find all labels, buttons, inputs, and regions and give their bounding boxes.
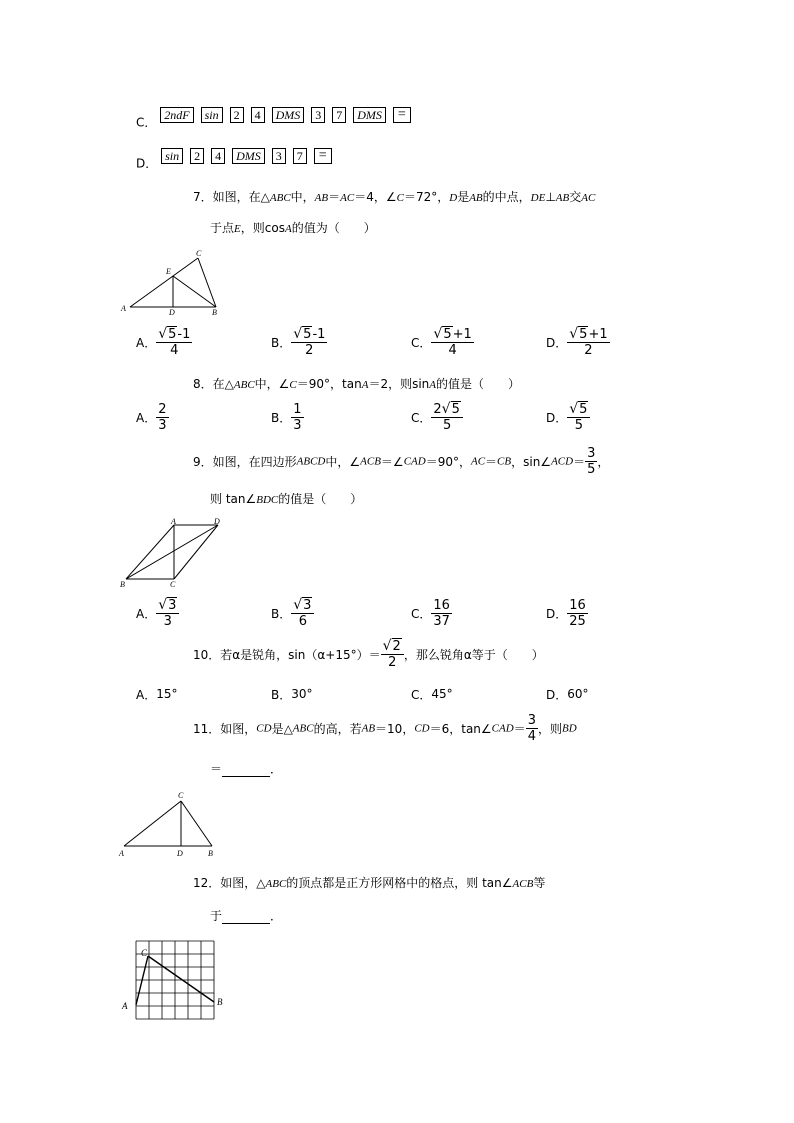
q10-option-label: D． — [546, 688, 568, 702]
q7-option-label: C． — [411, 336, 432, 350]
q9-label-c: C — [170, 580, 176, 588]
q11-figure — [116, 786, 226, 858]
q10-option-1[interactable] — [271, 686, 313, 703]
q8-option-0[interactable] — [136, 402, 169, 433]
sqrt-symbol: √5 — [158, 326, 177, 342]
option-c-label: C． — [136, 115, 157, 130]
q10-option-0[interactable] — [136, 686, 178, 703]
q10-option-3[interactable] — [546, 686, 589, 703]
sqrt-symbol: √5 — [433, 326, 452, 342]
q11-line2: ＝ ． — [210, 762, 283, 776]
q7-label-c: C — [196, 249, 202, 258]
q8-option-label: D． — [546, 411, 568, 425]
q7-label-b: B — [212, 308, 217, 317]
q7-figure — [118, 248, 228, 318]
q7-label-d: D — [169, 308, 175, 317]
q9-option-fraction: $\frac{√3}{6}$ — [291, 598, 314, 629]
option-d-key-4[interactable]: 3 — [272, 148, 286, 164]
q7-label-e: E — [166, 267, 171, 276]
q8-text: 8．在△ABC中，∠C＝90°，tanA＝2，则sinA的值是（ ） — [193, 377, 521, 391]
option-c-key-8[interactable]: = — [393, 107, 411, 123]
q7-label-a: A — [121, 304, 126, 313]
q7-option-2[interactable] — [411, 327, 474, 358]
option-d-key-6[interactable]: = — [314, 148, 332, 164]
option-c-key-0[interactable]: 2ndF — [160, 107, 193, 123]
option-c-key-6[interactable]: 7 — [332, 107, 346, 123]
q10-option-label: B． — [271, 688, 292, 702]
sqrt-symbol: √5 — [441, 401, 460, 417]
q7-line-ac — [130, 258, 198, 307]
q9-option-label: C． — [411, 607, 432, 621]
q9-fraction: $\frac{3}{5}$ — [587, 446, 596, 477]
q11-line1: 11．如图，CD是△ABC的高，若AB＝10，CD＝6，tan∠CAD＝ $\frac{3}{4}$ ，则BD — [193, 713, 577, 744]
q12-label-b: B — [217, 997, 223, 1007]
q10-text: 10．若α是锐角，sin（α+15°）＝ $\frac{√2}{2}$ ，那么锐角α等于（ ） — [193, 638, 544, 670]
q7-option-1[interactable] — [271, 327, 327, 358]
q8-option-3[interactable] — [546, 402, 590, 433]
q9-option-1[interactable] — [271, 598, 314, 629]
q8-option-2[interactable] — [411, 402, 463, 433]
q7-option-label: A． — [136, 336, 157, 350]
q12-label-a: A — [122, 1001, 128, 1011]
sqrt-symbol: √5 — [569, 326, 588, 342]
option-d-keys — [161, 149, 339, 163]
q10-option-value: 45° — [431, 687, 453, 701]
q9-option-label: D． — [546, 607, 568, 621]
q8-option-fraction: $\frac{√5}{5}$ — [567, 402, 590, 433]
q11-label-b: B — [208, 849, 213, 858]
q11-answer-blank[interactable] — [222, 764, 270, 777]
q7-option-fraction: $\frac{√5-1}{2}$ — [293, 326, 326, 358]
q9-option-2[interactable] — [411, 598, 452, 629]
q10-option-value: 30° — [291, 687, 313, 701]
q12-line1: 12．如图，△ABC的顶点都是正方形网格中的格点，则 tan∠ACB等 — [193, 876, 546, 890]
q7-option-label: D． — [546, 336, 568, 350]
q9-option-label: B． — [271, 607, 292, 621]
option-d-key-3[interactable]: DMS — [232, 148, 265, 164]
q10-option-value: 15° — [156, 687, 178, 701]
q8-option-fraction: $\frac{2}{3}$ — [158, 402, 167, 433]
q11-label-a: A — [119, 849, 124, 858]
q7-option-fraction: $\frac{√5+1}{4}$ — [433, 326, 472, 358]
q9-label-a: A — [171, 517, 176, 526]
option-c-key-7[interactable]: DMS — [353, 107, 386, 123]
option-c-row — [136, 107, 418, 131]
q10-option-label: C． — [411, 688, 432, 702]
q10-fraction: $\frac{√2}{2}$ — [381, 639, 404, 670]
q11-line-ac — [124, 801, 181, 846]
option-c-key-5[interactable]: 3 — [311, 107, 325, 123]
q9-line1: 9．如图，在四边形ABCD中，∠ACB＝∠CAD＝90°，AC＝CB，sin∠ACD＝ $\frac{3}{5}$ ， — [193, 446, 610, 477]
q8-option-label: C． — [411, 411, 432, 425]
q12-grid — [136, 941, 214, 1019]
q9-label-d: D — [214, 517, 220, 526]
sqrt-symbol: √3 — [158, 597, 177, 613]
q9-option-0[interactable] — [136, 598, 179, 629]
q7-option-fraction: $\frac{√5-1}{4}$ — [158, 326, 191, 358]
option-d-row — [136, 148, 339, 172]
q10-option-value: 60° — [567, 687, 589, 701]
option-d-key-1[interactable]: 2 — [190, 148, 204, 164]
q9-option-3[interactable] — [546, 598, 588, 629]
q12-figure — [118, 936, 224, 1026]
q9-figure — [118, 516, 228, 588]
option-c-key-1[interactable]: sin — [201, 107, 223, 123]
q11-label-c: C — [178, 791, 184, 800]
q9-option-fraction: $\frac{16}{25}$ — [569, 598, 586, 629]
q7-line-cb — [198, 258, 216, 307]
option-d-key-0[interactable]: sin — [161, 148, 183, 164]
q11-line-cb — [181, 801, 212, 846]
q7-option-0[interactable] — [136, 327, 192, 358]
q7-line1: 7．如图，在△ABC中，AB＝AC＝4，∠C＝72°，D是AB的中点，DE⊥AB交AC — [193, 190, 596, 204]
q10-option-2[interactable] — [411, 686, 453, 703]
q7-line-eb — [173, 276, 216, 307]
q10-option-label: A． — [136, 688, 157, 702]
q9-line-bd — [126, 525, 218, 579]
q9-option-fraction: $\frac{√3}{3}$ — [156, 598, 179, 629]
q8-option-label: B． — [271, 411, 292, 425]
q8-option-1[interactable] — [271, 402, 304, 433]
option-c-key-3[interactable]: 4 — [251, 107, 265, 123]
option-c-key-2[interactable]: 2 — [230, 107, 244, 123]
q12-answer-blank[interactable] — [222, 911, 270, 924]
q12-line2: 于 ． — [210, 909, 283, 923]
option-d-key-5[interactable]: 7 — [293, 148, 307, 164]
option-d-label: D． — [136, 156, 158, 171]
q11-label-d: D — [177, 849, 183, 858]
sqrt-symbol: √5 — [293, 326, 312, 342]
q9-option-fraction: $\frac{16}{37}$ — [433, 598, 450, 629]
option-c-keys — [160, 108, 418, 122]
option-c-key-4[interactable]: DMS — [272, 107, 305, 123]
q12-line-ac — [136, 956, 148, 1005]
q7-line2: 于点E，则cosA的值为（ ） — [210, 221, 376, 235]
q9-line-cd — [174, 525, 218, 579]
option-d-key-2[interactable]: 4 — [211, 148, 225, 164]
q9-label-b: B — [120, 580, 125, 588]
q9-line-ba — [126, 525, 174, 579]
q7-option-label: B． — [271, 336, 292, 350]
q12-label-c: C — [141, 948, 148, 958]
sqrt-symbol: √3 — [293, 597, 312, 613]
q7-option-3[interactable] — [546, 327, 610, 358]
q9-option-label: A． — [136, 607, 157, 621]
q8-option-fraction: $\frac{1}{3}$ — [293, 402, 302, 433]
q11-fraction: $\frac{3}{4}$ — [527, 713, 536, 744]
sqrt-symbol: √5 — [569, 401, 588, 417]
q12-line-cb — [148, 956, 214, 1002]
q7-option-fraction: $\frac{√5+1}{2}$ — [569, 326, 608, 358]
q8-option-label: A． — [136, 411, 157, 425]
q9-line2: 则 tan∠BDC的值是（ ） — [210, 492, 363, 506]
q8-option-fraction: $\frac{2√5}{5}$ — [431, 402, 462, 433]
